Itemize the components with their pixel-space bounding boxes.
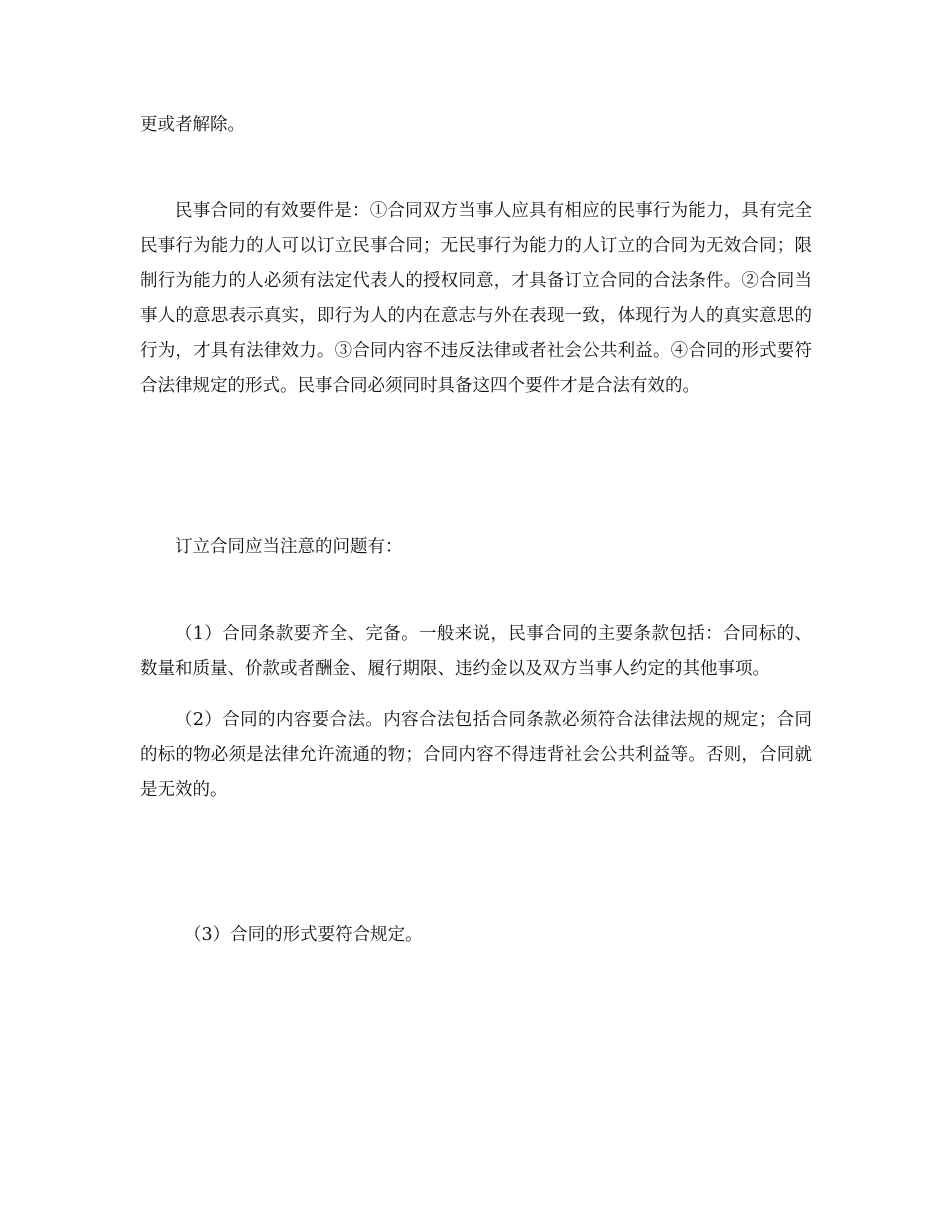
- paragraph-item-1: （1）合同条款要齐全、完备。一般来说，民事合同的主要条款包括：合同标的、数量和质量、价款或者酬金、履行期限、违约金以及双方当事人约定的其他事项。: [140, 624, 812, 679]
- paragraph-validity-requirements: 民事合同的有效要件是：①合同双方当事人应具有相应的民事行为能力，具有完全民事行为能力的人可以订立民事合同；无民事行为能力的人订立的合同为无效合同；限制行为能力的人必须有法定代表人的授权同意，才具备订立合同的合法条件。②合同当事人的意思表示真实，即行为人的内在意志与外在表现一致，体现行为人的真实意思的行为，才具有法律效力。③合同内容不违反法律或者社会公共利益。④合同的形式要符合法律规定的形式。民事合同必须同时具备这四个要件才是合法有效的。: [140, 201, 812, 396]
- paragraph-item-3: （3）合同的形式要符合规定。: [184, 925, 423, 945]
- paragraph-issues-heading: 订立合同应当注意的问题有：: [175, 537, 403, 557]
- paragraph-item-2: （2）合同的内容要合法。内容合法包括合同条款必须符合法律法规的规定；合同的标的物必须是法律允许流通的物；合同内容不得违背社会公共利益等。否则，合同就是无效的。: [140, 710, 812, 800]
- paragraph-continuation: 更或者解除。: [140, 115, 245, 135]
